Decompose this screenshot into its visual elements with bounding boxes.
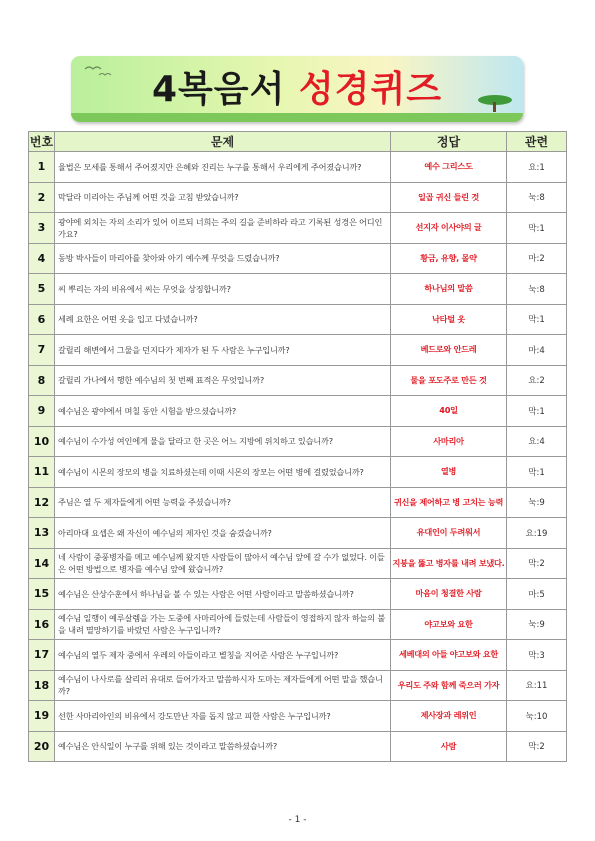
question-text: 씨 뿌리는 자의 비유에서 씨는 무엇을 상징합니까? bbox=[55, 274, 391, 305]
table-row bbox=[29, 274, 567, 305]
answer-text: 사람 bbox=[391, 731, 507, 762]
table-header-row bbox=[29, 132, 567, 152]
table-row bbox=[29, 243, 567, 274]
row-number: 9 bbox=[29, 396, 55, 427]
question-text: 주님은 열 두 제자들에게 어떤 능력을 주셨습니까? bbox=[55, 487, 391, 518]
row-number: 16 bbox=[29, 609, 55, 640]
row-number: 6 bbox=[29, 304, 55, 335]
title-banner bbox=[71, 56, 523, 122]
reference-text: 마:4 bbox=[507, 335, 567, 366]
row-number: 8 bbox=[29, 365, 55, 396]
table-row bbox=[29, 335, 567, 366]
tree-icon bbox=[476, 94, 514, 112]
answer-text: 야고보와 요한 bbox=[391, 609, 507, 640]
question-text: 예수님은 안식일이 누구를 위해 있는 것이라고 말씀하셨습니까? bbox=[55, 731, 391, 762]
answer-text: 물을 포도주로 만든 것 bbox=[391, 365, 507, 396]
reference-text: 눅:9 bbox=[507, 609, 567, 640]
answer-text: 낙타털 옷 bbox=[391, 304, 507, 335]
row-number: 14 bbox=[29, 548, 55, 579]
reference-text: 막:3 bbox=[507, 640, 567, 671]
table-row bbox=[29, 457, 567, 488]
row-number: 2 bbox=[29, 182, 55, 213]
title-part-2: 성경퀴즈 bbox=[298, 69, 443, 110]
header-ref: 관련 bbox=[507, 132, 567, 152]
row-number: 10 bbox=[29, 426, 55, 457]
row-number: 1 bbox=[29, 152, 55, 183]
answer-text: 사마리아 bbox=[391, 426, 507, 457]
question-text: 예수님이 시몬의 장모의 병을 치료하셨는데 이때 시몬의 장모는 어떤 병에 걸렸었습니까? bbox=[55, 457, 391, 488]
row-number: 7 bbox=[29, 335, 55, 366]
table-row bbox=[29, 426, 567, 457]
answer-text: 지붕을 뚫고 병자를 내려 보냈다. bbox=[391, 548, 507, 579]
table-row bbox=[29, 731, 567, 762]
answer-text: 베드로와 안드레 bbox=[391, 335, 507, 366]
reference-text: 막:2 bbox=[507, 548, 567, 579]
row-number: 15 bbox=[29, 579, 55, 610]
row-number: 17 bbox=[29, 640, 55, 671]
answer-text: 황금, 유향, 몰약 bbox=[391, 243, 507, 274]
row-number: 18 bbox=[29, 670, 55, 701]
question-text: 선한 사마리아인의 비유에서 강도만난 자를 돕지 않고 피한 사람은 누구입니까? bbox=[55, 701, 391, 732]
title-part-1: 4복음서 bbox=[151, 69, 299, 110]
row-number: 11 bbox=[29, 457, 55, 488]
question-text: 갈릴리 해변에서 그물을 던지다가 제자가 된 두 사람은 누구입니까? bbox=[55, 335, 391, 366]
reference-text: 눅:8 bbox=[507, 274, 567, 305]
question-text: 예수님의 열두 제자 중에서 우레의 아들이라고 별칭을 지어준 사람은 누구입니까? bbox=[55, 640, 391, 671]
answer-text: 일곱 귀신 들린 것 bbox=[391, 182, 507, 213]
answer-text: 40일 bbox=[391, 396, 507, 427]
question-text: 광야에 외치는 자의 소리가 있어 이르되 너희는 주의 길을 준비하라 라고 기록된 성경은 어디인가요? bbox=[55, 213, 391, 244]
table-row bbox=[29, 152, 567, 183]
quiz-table bbox=[28, 131, 567, 762]
table-row bbox=[29, 609, 567, 640]
reference-text: 막:1 bbox=[507, 396, 567, 427]
reference-text: 요:11 bbox=[507, 670, 567, 701]
page-number: - 1 - bbox=[288, 815, 307, 825]
answer-text: 마음이 청결한 사람 bbox=[391, 579, 507, 610]
reference-text: 요:2 bbox=[507, 365, 567, 396]
answer-text: 하나님의 말씀 bbox=[391, 274, 507, 305]
reference-text: 눅:9 bbox=[507, 487, 567, 518]
question-text: 율법은 모세를 통해서 주어졌지만 은혜와 진리는 누구를 통해서 우리에게 주어졌습니까? bbox=[55, 152, 391, 183]
header-question: 문제 bbox=[55, 132, 391, 152]
reference-text: 마:5 bbox=[507, 579, 567, 610]
answer-text: 선지자 이사야의 글 bbox=[391, 213, 507, 244]
row-number: 19 bbox=[29, 701, 55, 732]
reference-text: 막:1 bbox=[507, 304, 567, 335]
row-number: 13 bbox=[29, 518, 55, 549]
question-text: 예수님은 광야에서 며칠 동안 시험을 받으셨습니까? bbox=[55, 396, 391, 427]
header-answer: 정답 bbox=[391, 132, 507, 152]
question-text: 예수님이 수가성 여인에게 물을 달라고 한 곳은 어느 지방에 위치하고 있습니까? bbox=[55, 426, 391, 457]
row-number: 3 bbox=[29, 213, 55, 244]
answer-text: 세베대의 아들 야고보와 요한 bbox=[391, 640, 507, 671]
question-text: 갈릴리 가나에서 행한 예수님의 첫 번째 표적은 무엇입니까? bbox=[55, 365, 391, 396]
question-text: 예수님이 나사로를 살리러 유대로 들어가자고 말씀하시자 도마는 제자들에게 어떤 말을 했습니까? bbox=[55, 670, 391, 701]
page-title bbox=[71, 70, 523, 110]
reference-text: 눅:10 bbox=[507, 701, 567, 732]
answer-text: 우리도 주와 함께 죽으러 가자 bbox=[391, 670, 507, 701]
reference-text: 막:1 bbox=[507, 213, 567, 244]
answer-text: 열병 bbox=[391, 457, 507, 488]
header-no: 번호 bbox=[29, 132, 55, 152]
table-row bbox=[29, 701, 567, 732]
reference-text: 요:19 bbox=[507, 518, 567, 549]
row-number: 20 bbox=[29, 731, 55, 762]
reference-text: 요:1 bbox=[507, 152, 567, 183]
question-text: 동방 박사들이 마리아를 찾아와 아기 예수께 무엇을 드렸습니까? bbox=[55, 243, 391, 274]
question-text: 아리마대 요셉은 왜 자신이 예수님의 제자인 것을 숨겼습니까? bbox=[55, 518, 391, 549]
question-text: 네 사람이 중풍병자를 메고 예수님께 왔지만 사람들이 많아서 예수님 앞에 갈 수가 없었다. 이들은 어떤 방법으로 병자를 예수님 앞에 왔습니까? bbox=[55, 548, 391, 579]
question-text: 예수님은 산상수훈에서 하나님을 볼 수 있는 사람은 어떤 사람이라고 말씀하셨습니까? bbox=[55, 579, 391, 610]
table-row bbox=[29, 365, 567, 396]
reference-text: 막:2 bbox=[507, 731, 567, 762]
answer-text: 귀신을 제어하고 병 고치는 능력 bbox=[391, 487, 507, 518]
table-row bbox=[29, 304, 567, 335]
answer-text: 제사장과 레위인 bbox=[391, 701, 507, 732]
question-text: 예수님 일행이 예루살렘을 가는 도중에 사마리아에 들렀는데 사람들이 영접하지 않자 하늘의 불을 내려 멸망하기를 바랐던 사람은 누구입니까? bbox=[55, 609, 391, 640]
answer-text: 예수 그리스도 bbox=[391, 152, 507, 183]
row-number: 5 bbox=[29, 274, 55, 305]
reference-text: 마:2 bbox=[507, 243, 567, 274]
table-row bbox=[29, 182, 567, 213]
table-row bbox=[29, 518, 567, 549]
table-row bbox=[29, 548, 567, 579]
table-row bbox=[29, 640, 567, 671]
table-row bbox=[29, 396, 567, 427]
row-number: 4 bbox=[29, 243, 55, 274]
reference-text: 눅:8 bbox=[507, 182, 567, 213]
table-row bbox=[29, 487, 567, 518]
question-text: 막달라 미리아는 주님께 어떤 것을 고침 받았습니까? bbox=[55, 182, 391, 213]
reference-text: 막:1 bbox=[507, 457, 567, 488]
table-row bbox=[29, 670, 567, 701]
reference-text: 요:4 bbox=[507, 426, 567, 457]
table-row bbox=[29, 213, 567, 244]
table-row bbox=[29, 579, 567, 610]
question-text: 세례 요한은 어떤 옷을 입고 다녔습니까? bbox=[55, 304, 391, 335]
grass-strip bbox=[71, 113, 523, 122]
row-number: 12 bbox=[29, 487, 55, 518]
answer-text: 유대인이 두려워서 bbox=[391, 518, 507, 549]
